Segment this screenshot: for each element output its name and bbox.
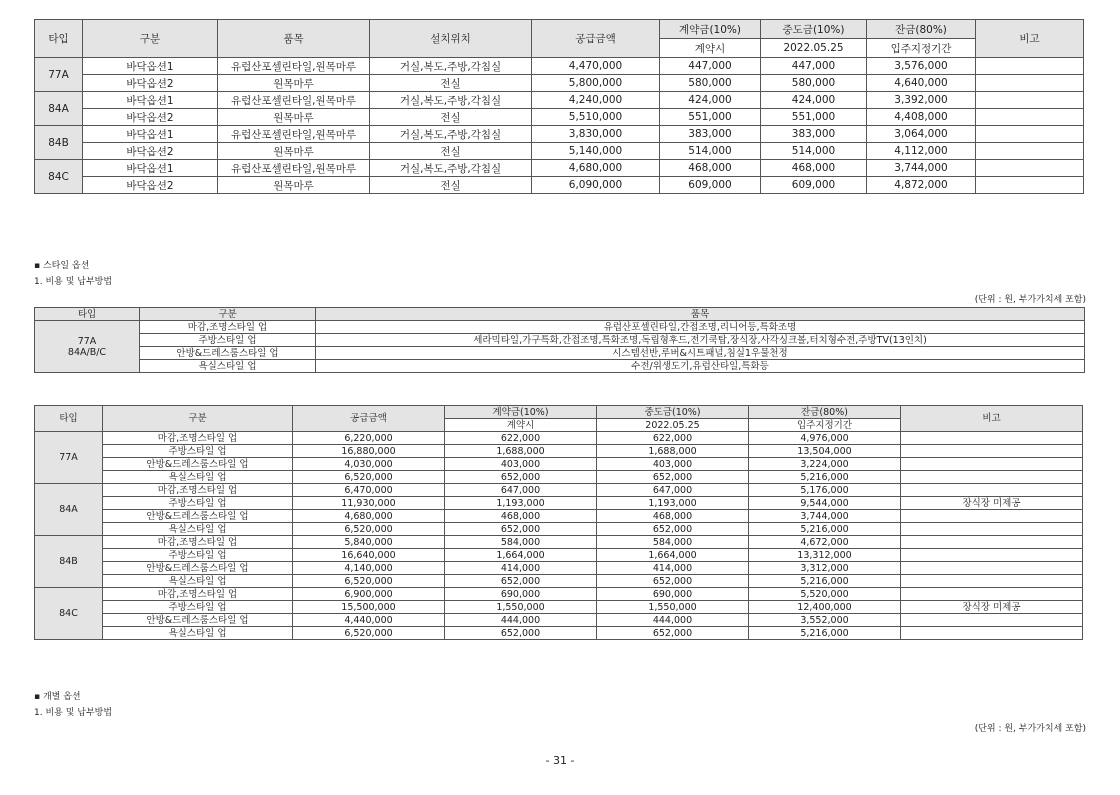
type-cell: 84C	[35, 160, 83, 194]
table-row	[35, 497, 1083, 510]
note-cell	[976, 143, 1084, 160]
deposit-cell: 444,000	[445, 614, 597, 627]
supply-cell: 6,220,000	[293, 432, 445, 445]
table-row	[35, 109, 1084, 126]
balance-cell: 5,216,000	[749, 471, 901, 484]
category-cell: 마감,조명스타일 업	[103, 536, 293, 549]
item-cell: 세라믹타일,가구특화,간접조명,특화조명,독립형후드,전기쿡탑,장식장,사각싱크볼,터치형수전,주방TV(13인치)	[316, 334, 1085, 347]
table-row	[35, 549, 1083, 562]
middle-cell: 424,000	[761, 92, 867, 109]
category-cell: 바닥옵션2	[83, 177, 218, 194]
category-cell: 안방&드레스룸스타일 업	[103, 458, 293, 471]
deposit-cell: 468,000	[445, 510, 597, 523]
note-cell	[976, 75, 1084, 92]
balance-cell: 12,400,000	[749, 601, 901, 614]
balance-cell: 5,176,000	[749, 484, 901, 497]
category-cell: 욕실스타일 업	[103, 471, 293, 484]
type-cell: 84A	[35, 484, 103, 536]
middle-cell: 652,000	[597, 471, 749, 484]
balance-cell: 4,872,000	[867, 177, 976, 194]
header-middle-sub: 2022.05.25	[597, 419, 749, 432]
category-cell: 마감,조명스타일 업	[103, 588, 293, 601]
table-row	[35, 160, 1084, 177]
table-row	[35, 347, 1085, 360]
middle-cell: 652,000	[597, 523, 749, 536]
location-cell: 전실	[370, 177, 532, 194]
category-cell: 욕실스타일 업	[103, 575, 293, 588]
header-item: 품목	[316, 308, 1085, 321]
supply-cell: 5,140,000	[532, 143, 660, 160]
supply-cell: 4,680,000	[532, 160, 660, 177]
note-cell	[901, 575, 1083, 588]
category-cell: 주방스타일 업	[103, 549, 293, 562]
table-row	[35, 614, 1083, 627]
item-cell: 유럽산포셀린타일,원목마루	[218, 126, 370, 143]
table-row	[35, 177, 1084, 194]
type-cell: 84B	[35, 126, 83, 160]
supply-cell: 6,520,000	[293, 575, 445, 588]
supply-cell: 4,240,000	[532, 92, 660, 109]
middle-cell: 1,688,000	[597, 445, 749, 458]
deposit-cell: 584,000	[445, 536, 597, 549]
deposit-cell: 622,000	[445, 432, 597, 445]
category-cell: 바닥옵션1	[83, 58, 218, 75]
note-cell	[901, 549, 1083, 562]
middle-cell: 383,000	[761, 126, 867, 143]
category-cell: 욕실스타일 업	[103, 523, 293, 536]
middle-cell: 622,000	[597, 432, 749, 445]
deposit-cell: 652,000	[445, 523, 597, 536]
table-row	[35, 484, 1083, 497]
supply-cell: 4,030,000	[293, 458, 445, 471]
middle-cell: 1,550,000	[597, 601, 749, 614]
page-number: - 31 -	[545, 754, 575, 767]
category-cell: 주방스타일 업	[103, 601, 293, 614]
header-deposit-sub: 계약시	[445, 419, 597, 432]
table-row	[35, 75, 1084, 92]
item-cell: 유럽산포셀린타일,원목마루	[218, 58, 370, 75]
middle-cell: 447,000	[761, 58, 867, 75]
item-cell: 유럽산포셀린타일,간접조명,리니어등,특화조명	[316, 321, 1085, 334]
middle-cell: 403,000	[597, 458, 749, 471]
category-cell: 욕실스타일 업	[140, 360, 316, 373]
note-cell	[901, 614, 1083, 627]
category-cell: 안방&드레스룸스타일 업	[103, 510, 293, 523]
note-cell	[901, 458, 1083, 471]
balance-cell: 5,216,000	[749, 627, 901, 640]
balance-cell: 5,216,000	[749, 523, 901, 536]
header-balance-sub: 입주지정기간	[867, 39, 976, 58]
note-cell	[901, 484, 1083, 497]
note-cell	[901, 627, 1083, 640]
balance-cell: 13,312,000	[749, 549, 901, 562]
supply-cell: 16,640,000	[293, 549, 445, 562]
note-cell	[901, 588, 1083, 601]
middle-cell: 609,000	[761, 177, 867, 194]
header-note: 비고	[901, 406, 1083, 432]
supply-cell: 6,090,000	[532, 177, 660, 194]
table-row	[35, 334, 1085, 347]
item-cell: 시스템선반,루버&시트패널,침실1우물천정	[316, 347, 1085, 360]
balance-cell: 5,216,000	[749, 575, 901, 588]
category-cell: 안방&드레스룸스타일 업	[103, 562, 293, 575]
header-deposit-sub: 계약시	[660, 39, 761, 58]
note-cell	[976, 160, 1084, 177]
balance-cell: 9,544,000	[749, 497, 901, 510]
deposit-cell: 403,000	[445, 458, 597, 471]
table-row	[35, 523, 1083, 536]
deposit-cell: 1,664,000	[445, 549, 597, 562]
note-cell	[901, 510, 1083, 523]
category-cell: 안방&드레스룸스타일 업	[140, 347, 316, 360]
header-balance: 잔금(80%)	[867, 20, 976, 39]
header-category: 구분	[83, 20, 218, 58]
deposit-cell: 690,000	[445, 588, 597, 601]
location-cell: 전실	[370, 143, 532, 160]
header-middle: 중도금(10%)	[761, 20, 867, 39]
supply-cell: 5,510,000	[532, 109, 660, 126]
supply-cell: 16,880,000	[293, 445, 445, 458]
note-cell	[976, 109, 1084, 126]
middle-cell: 1,664,000	[597, 549, 749, 562]
balance-cell: 3,312,000	[749, 562, 901, 575]
category-cell: 바닥옵션1	[83, 160, 218, 177]
supply-cell: 6,470,000	[293, 484, 445, 497]
category-cell: 바닥옵션1	[83, 92, 218, 109]
type-label: 77A	[77, 335, 97, 347]
note-cell	[901, 471, 1083, 484]
type-cell: 84B	[35, 536, 103, 588]
item-cell: 원목마루	[218, 177, 370, 194]
header-supply: 공급금액	[293, 406, 445, 432]
type-cell: 77A	[35, 432, 103, 484]
note-cell	[901, 523, 1083, 536]
supply-cell: 11,930,000	[293, 497, 445, 510]
balance-cell: 3,576,000	[867, 58, 976, 75]
deposit-cell: 414,000	[445, 562, 597, 575]
category-cell: 주방스타일 업	[140, 334, 316, 347]
table-row	[35, 143, 1084, 160]
supply-cell: 4,680,000	[293, 510, 445, 523]
header-item: 품목	[218, 20, 370, 58]
item-cell: 원목마루	[218, 109, 370, 126]
supply-cell: 6,520,000	[293, 523, 445, 536]
supply-cell: 5,840,000	[293, 536, 445, 549]
header-balance-sub: 입주지정기간	[749, 419, 901, 432]
table-row	[35, 601, 1083, 614]
note-cell: 장식장 미제공	[901, 601, 1083, 614]
supply-cell: 6,520,000	[293, 471, 445, 484]
balance-cell: 3,392,000	[867, 92, 976, 109]
table-row	[35, 536, 1083, 549]
category-cell: 마감,조명스타일 업	[103, 432, 293, 445]
middle-cell: 468,000	[597, 510, 749, 523]
style-option-price-table	[34, 405, 1083, 640]
middle-cell: 1,193,000	[597, 497, 749, 510]
balance-cell: 4,408,000	[867, 109, 976, 126]
header-balance: 잔금(80%)	[749, 406, 901, 419]
item-cell: 유럽산포셀린타일,원목마루	[218, 160, 370, 177]
category-cell: 욕실스타일 업	[103, 627, 293, 640]
type-cell: 77A	[35, 58, 83, 92]
category-cell: 마감,조명스타일 업	[140, 321, 316, 334]
middle-cell: 647,000	[597, 484, 749, 497]
deposit-cell: 1,193,000	[445, 497, 597, 510]
table-row	[35, 588, 1083, 601]
deposit-cell: 609,000	[660, 177, 761, 194]
deposit-cell: 447,000	[660, 58, 761, 75]
deposit-cell: 580,000	[660, 75, 761, 92]
location-cell: 거실,복도,주방,각침실	[370, 160, 532, 177]
supply-cell: 4,440,000	[293, 614, 445, 627]
flooring-option-table	[34, 19, 1084, 194]
individual-option-subtitle: 1. 비용 및 납부방법	[34, 708, 113, 718]
header-type: 타입	[35, 20, 83, 58]
table-row	[35, 458, 1083, 471]
type-cell	[35, 321, 140, 373]
balance-cell: 3,744,000	[867, 160, 976, 177]
category-cell: 주방스타일 업	[103, 445, 293, 458]
middle-cell: 690,000	[597, 588, 749, 601]
middle-cell: 580,000	[761, 75, 867, 92]
balance-cell: 5,520,000	[749, 588, 901, 601]
table-row	[35, 126, 1084, 143]
category-cell: 주방스타일 업	[103, 497, 293, 510]
supply-cell: 3,830,000	[532, 126, 660, 143]
balance-cell: 3,552,000	[749, 614, 901, 627]
balance-cell: 3,064,000	[867, 126, 976, 143]
deposit-cell: 1,688,000	[445, 445, 597, 458]
note-cell	[976, 126, 1084, 143]
table-row	[35, 360, 1085, 373]
middle-cell: 584,000	[597, 536, 749, 549]
style-option-item-table	[34, 307, 1085, 373]
note-cell	[901, 562, 1083, 575]
style-option-subtitle: 1. 비용 및 납부방법	[34, 277, 113, 287]
table-row	[35, 92, 1084, 109]
middle-cell: 468,000	[761, 160, 867, 177]
header-location: 설치위치	[370, 20, 532, 58]
note-cell	[901, 445, 1083, 458]
supply-cell: 4,470,000	[532, 58, 660, 75]
table-row	[35, 58, 1084, 75]
header-type: 타입	[35, 406, 103, 432]
header-supply: 공급금액	[532, 20, 660, 58]
supply-cell: 4,140,000	[293, 562, 445, 575]
location-cell: 거실,복도,주방,각침실	[370, 58, 532, 75]
note-cell	[901, 536, 1083, 549]
type-cell: 84C	[35, 588, 103, 640]
balance-cell: 3,224,000	[749, 458, 901, 471]
deposit-cell: 652,000	[445, 575, 597, 588]
balance-cell: 3,744,000	[749, 510, 901, 523]
individual-option-bullet: ▪ 개별 옵션	[34, 692, 81, 702]
balance-cell: 4,112,000	[867, 143, 976, 160]
note-cell	[976, 177, 1084, 194]
deposit-cell: 652,000	[445, 471, 597, 484]
balance-cell: 4,672,000	[749, 536, 901, 549]
middle-cell: 551,000	[761, 109, 867, 126]
item-cell: 원목마루	[218, 143, 370, 160]
category-cell: 안방&드레스룸스타일 업	[103, 614, 293, 627]
balance-cell: 4,976,000	[749, 432, 901, 445]
deposit-cell: 652,000	[445, 627, 597, 640]
location-cell: 거실,복도,주방,각침실	[370, 126, 532, 143]
item-cell: 수전/위생도기,유럽산타일,특화등	[316, 360, 1085, 373]
deposit-cell: 647,000	[445, 484, 597, 497]
table-row	[35, 575, 1083, 588]
table-row	[35, 471, 1083, 484]
table-row	[35, 321, 1085, 334]
header-category: 구분	[103, 406, 293, 432]
type-label: 84A/B/C	[67, 346, 107, 358]
table-row	[35, 562, 1083, 575]
supply-cell: 6,520,000	[293, 627, 445, 640]
table-row	[35, 510, 1083, 523]
location-cell: 거실,복도,주방,각침실	[370, 92, 532, 109]
category-cell: 바닥옵션1	[83, 126, 218, 143]
item-cell: 유럽산포셀린타일,원목마루	[218, 92, 370, 109]
note-cell	[976, 58, 1084, 75]
category-cell: 마감,조명스타일 업	[103, 484, 293, 497]
individual-option-unit: (단위 : 원, 부가가치세 포함)	[974, 724, 1086, 734]
deposit-cell: 514,000	[660, 143, 761, 160]
middle-cell: 652,000	[597, 575, 749, 588]
middle-cell: 444,000	[597, 614, 749, 627]
note-cell: 장식장 미제공	[901, 497, 1083, 510]
item-cell: 원목마루	[218, 75, 370, 92]
middle-cell: 514,000	[761, 143, 867, 160]
supply-cell: 6,900,000	[293, 588, 445, 601]
deposit-cell: 551,000	[660, 109, 761, 126]
category-cell: 바닥옵션2	[83, 75, 218, 92]
type-cell: 84A	[35, 92, 83, 126]
deposit-cell: 468,000	[660, 160, 761, 177]
header-note: 비고	[976, 20, 1084, 58]
table-row	[35, 627, 1083, 640]
header-deposit: 계약금(10%)	[445, 406, 597, 419]
note-cell	[976, 92, 1084, 109]
header-middle: 중도금(10%)	[597, 406, 749, 419]
location-cell: 전실	[370, 75, 532, 92]
deposit-cell: 424,000	[660, 92, 761, 109]
middle-cell: 652,000	[597, 627, 749, 640]
table-row	[35, 445, 1083, 458]
header-middle-sub: 2022.05.25	[761, 39, 867, 58]
location-cell: 전실	[370, 109, 532, 126]
style-option-unit: (단위 : 원, 부가가치세 포함)	[974, 295, 1086, 305]
balance-cell: 4,640,000	[867, 75, 976, 92]
category-cell: 바닥옵션2	[83, 143, 218, 160]
header-category: 구분	[140, 308, 316, 321]
deposit-cell: 383,000	[660, 126, 761, 143]
header-type: 타입	[35, 308, 140, 321]
table-row	[35, 432, 1083, 445]
supply-cell: 15,500,000	[293, 601, 445, 614]
deposit-cell: 1,550,000	[445, 601, 597, 614]
note-cell	[901, 432, 1083, 445]
supply-cell: 5,800,000	[532, 75, 660, 92]
middle-cell: 414,000	[597, 562, 749, 575]
header-deposit: 계약금(10%)	[660, 20, 761, 39]
style-option-bullet: ▪ 스타일 옵션	[34, 261, 90, 271]
category-cell: 바닥옵션2	[83, 109, 218, 126]
balance-cell: 13,504,000	[749, 445, 901, 458]
